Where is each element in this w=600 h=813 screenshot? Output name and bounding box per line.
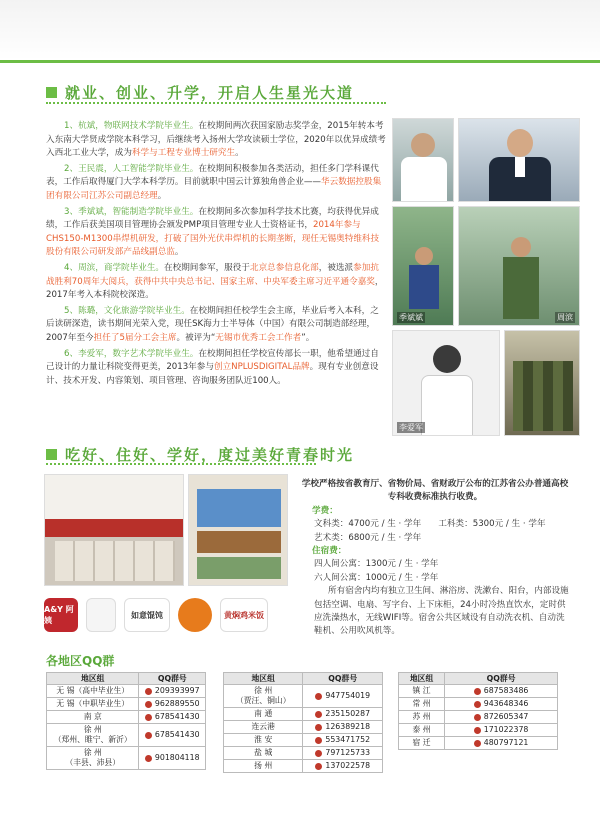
qq-table-1 xyxy=(46,672,206,770)
dorm-line: 六人间公寓：1000元 / 生 · 学年 xyxy=(314,572,439,583)
bio-text: 在校期间积极参加各类活动，担任多门学科课代表，工作后取得厦门大学本科学历。目前就职中国云计算独角兽企业—— xyxy=(46,163,379,188)
bio-text: 王民震，人工智能学院毕业生。 xyxy=(78,163,199,174)
qq-number-cell xyxy=(303,685,383,708)
qq-penguin-icon xyxy=(474,688,481,695)
divider xyxy=(46,463,316,465)
qq-row xyxy=(399,685,558,698)
qq-region: 南 京 xyxy=(47,711,139,724)
qq-number-cell xyxy=(445,737,558,750)
qq-number[interactable]: 962889550 xyxy=(154,699,200,708)
qq-region: 泰 州 xyxy=(399,724,445,737)
photo-alumni-6 xyxy=(504,330,580,436)
qq-row xyxy=(47,724,206,747)
qq-region: 徐 州 （贾汪、铜山） xyxy=(224,685,303,708)
qq-number[interactable]: 947754019 xyxy=(325,691,371,700)
qq-table-3 xyxy=(398,672,558,750)
bio-text: ”。 xyxy=(301,332,315,343)
qq-number-cell xyxy=(139,685,206,698)
canteen-logos xyxy=(44,598,268,632)
section1-title: 就业、创业、升学，开启人生星光大道 xyxy=(65,84,355,102)
qq-penguin-icon xyxy=(315,750,322,757)
logo-huangmenji: 黄焖鸡米饭 xyxy=(220,598,268,632)
bio-text: 在校期间担任学校宣传部长一职，他希望通过自己设计的力量让科院变得更美，2013年参与 xyxy=(46,348,379,373)
qq-number-cell xyxy=(303,708,383,721)
qq-col-header: QQ群号 xyxy=(303,673,383,685)
qq-number-cell xyxy=(139,698,206,711)
alumni-bios xyxy=(46,120,386,390)
bio-text: 6、 xyxy=(64,348,79,359)
qq-number[interactable]: 678541430 xyxy=(154,730,200,739)
bio-paragraph xyxy=(46,348,386,389)
bio-text: 华云数据控股集团有限公司江苏公司副总经理 xyxy=(46,177,382,201)
bio-text: 参加抗战胜利70周年大阅兵，获得中共中央总书记、国家主席、中央军委主席习近平通令嘉奖 xyxy=(46,262,379,287)
qq-penguin-icon xyxy=(315,763,322,770)
qq-penguin-icon xyxy=(145,688,152,695)
caption-alumni-4: 周滨 xyxy=(557,313,573,322)
bio-text: 李爱军，数字艺术学院毕业生。 xyxy=(78,348,199,359)
bio-text: 2、 xyxy=(64,163,79,174)
tuition-label: 学费： xyxy=(312,505,338,516)
bio-text: 5、 xyxy=(64,305,79,316)
bio-text: 。被评为“ xyxy=(176,332,216,343)
qq-penguin-icon xyxy=(474,701,481,708)
qq-penguin-icon xyxy=(145,755,152,762)
photo-alumni-4 xyxy=(458,206,580,326)
qq-penguin-icon xyxy=(145,732,152,739)
qq-row xyxy=(224,760,383,773)
bio-text: 担任了5届分工会主席 xyxy=(93,332,177,343)
bio-text: 2014年参与CHS150-M1300串焊机研发，打破了国外光伏串焊机的长期垄断，现任无锡奥特维科技股份有限公司研发部产品线副总监 xyxy=(46,220,380,258)
bio-text: 。现有专业创意设计、技术开发、内容策划、项目管理、咨询服务团队近100人。 xyxy=(46,362,379,386)
square-bullet-icon xyxy=(46,449,57,460)
bio-text: 在校期间担任校学生会主席，毕业后考入本科，之后读研深造，读书期间光荣入党，现任SK海力士半导体（中国）有限公司制造部经理，2007年至今 xyxy=(46,305,379,343)
qq-row xyxy=(47,747,206,770)
fee-info xyxy=(300,478,570,639)
qq-row xyxy=(47,685,206,698)
qq-row xyxy=(224,747,383,760)
qq-row xyxy=(224,721,383,734)
bio-text: ，被选派 xyxy=(318,262,354,273)
qq-region: 徐 州 （郑州、睢宁、新沂） xyxy=(47,724,139,747)
dorm-line: 四人间公寓：1300元 / 生 · 学年 xyxy=(314,559,439,570)
section2-header xyxy=(46,444,354,465)
bio-paragraph xyxy=(46,262,386,303)
qq-number-cell xyxy=(445,685,558,698)
bio-text: 周滨，商学院毕业生。 xyxy=(78,262,165,273)
bio-text: 。 xyxy=(174,247,184,258)
qq-number-cell xyxy=(303,734,383,747)
qq-region: 常 州 xyxy=(399,698,445,711)
qq-number-cell xyxy=(445,711,558,724)
qq-number[interactable]: 797125733 xyxy=(325,748,371,757)
logo-ruyi: 如意馄饨 xyxy=(124,598,170,632)
bio-text: 。 xyxy=(157,190,167,201)
qq-row xyxy=(399,724,558,737)
caption-alumni-3: 季斌斌 xyxy=(399,313,423,322)
qq-number-cell xyxy=(139,747,206,770)
qq-col-header: 地区组 xyxy=(224,673,303,685)
section1-header xyxy=(46,82,354,103)
qq-row xyxy=(399,737,558,750)
qq-number[interactable]: 678541430 xyxy=(154,712,200,721)
qq-penguin-icon xyxy=(145,714,152,721)
qq-penguin-icon xyxy=(315,711,322,718)
qq-penguin-icon xyxy=(145,701,152,708)
bio-text: 在校期间多次参加科学技术比赛，均获得优异成绩，工作后获美国项目管理协会颁发PMP项目管理专业人士资格证书， xyxy=(46,206,379,231)
qq-penguin-icon xyxy=(474,714,481,721)
qq-number[interactable]: 171022378 xyxy=(483,725,529,734)
section2-title: 吃好、住好、学好，度过美好青春时光 xyxy=(65,446,355,464)
tuition-line: 文科类：4700元 / 生 · 学年 工科类：5300元 / 生 · 学年 xyxy=(314,519,546,530)
photo-alumni-3 xyxy=(392,206,454,326)
bio-text: 。 xyxy=(235,148,244,159)
bio-text: 陈璐，文化旅游学院毕业生。 xyxy=(78,305,190,316)
bio-text: 在校期间两次获国家励志奖学金，2015年转本考入东南大学贤成学院本科学习，后继续考入扬州大学攻读硕士学位，2020年以优异成绩考入西北工业大学，成为 xyxy=(46,121,386,159)
caption-alumni-5: 李爱军 xyxy=(399,423,423,432)
qq-region: 南 通 xyxy=(224,708,303,721)
divider xyxy=(46,102,386,104)
qq-col-header: 地区组 xyxy=(47,673,139,685)
qq-region: 宿 迁 xyxy=(399,737,445,750)
qq-number-cell xyxy=(139,711,206,724)
qq-number[interactable]: 137022578 xyxy=(325,761,371,770)
logo-ay: A&Y 阿姨 xyxy=(44,598,78,632)
bio-text: 季斌斌，智能制造学院毕业生。 xyxy=(78,206,199,217)
qq-row xyxy=(47,698,206,711)
bio-text: ，2017年考入本科院校深造。 xyxy=(46,276,384,301)
qq-number-cell xyxy=(445,724,558,737)
qq-row xyxy=(47,711,206,724)
bio-text: 在校期间参军，服役于 xyxy=(164,262,250,273)
bio-text: 创立NPLUSDIGITAL品牌 xyxy=(213,362,310,373)
qq-number[interactable]: 126389218 xyxy=(325,722,371,731)
qq-number[interactable]: 235150287 xyxy=(325,709,371,718)
logo-2 xyxy=(86,598,116,632)
qq-row xyxy=(224,685,383,708)
qq-number[interactable]: 553471752 xyxy=(325,735,371,744)
qq-number[interactable]: 943648346 xyxy=(483,699,529,708)
qq-region: 徐 州 （丰县、沛县） xyxy=(47,747,139,770)
top-band xyxy=(0,0,600,60)
qq-number-cell xyxy=(445,698,558,711)
qq-row xyxy=(224,708,383,721)
photo-alumni-2 xyxy=(458,118,580,202)
qq-col-header: QQ群号 xyxy=(139,673,206,685)
dorm-description: 所有宿舍内均有独立卫生间、淋浴房、洗漱台、阳台，内部设施包括空调、电扇、写字台、上下床柜，24小时冷热直饮水，定时供应洗澡热水，无线WIFI等。宿舍公共区域设有自动洗衣机、自动洗鞋机、公用吹风机等。 xyxy=(314,586,569,637)
bio-text: 杭斌，物联网技术学院毕业生。 xyxy=(78,121,199,131)
bio-text: 1、 xyxy=(64,121,79,131)
top-green-bar xyxy=(0,60,600,63)
qq-number-cell xyxy=(139,724,206,747)
fee-heading: 学校严格按省教育厅、省物价局、省财政厅公布的江苏省公办普通高校专科收费标准执行收费。 xyxy=(301,479,569,503)
qq-row xyxy=(399,698,558,711)
qq-penguin-icon xyxy=(315,693,322,700)
qq-table-2 xyxy=(223,672,383,773)
photo-dormitory xyxy=(188,474,288,586)
qq-region: 盐 城 xyxy=(224,747,303,760)
bio-text: 3、 xyxy=(64,206,79,217)
photo-alumni-1 xyxy=(392,118,454,202)
qq-col-header: QQ群号 xyxy=(445,673,558,685)
bio-text: 北京总参信息化部 xyxy=(249,262,319,273)
photo-alumni-5 xyxy=(392,330,500,436)
bio-text: 科学与工程专业博士研究生 xyxy=(131,148,236,159)
logo-4 xyxy=(178,598,212,632)
qq-number-cell xyxy=(303,760,383,773)
qq-region: 扬 州 xyxy=(224,760,303,773)
qq-region: 淮 安 xyxy=(224,734,303,747)
qq-penguin-icon xyxy=(315,737,322,744)
dorm-label: 住宿费： xyxy=(312,546,347,557)
qq-row xyxy=(224,734,383,747)
qq-section-title: 各地区QQ群 xyxy=(46,654,115,668)
qq-region: 无 锡（高中毕业生） xyxy=(47,685,139,698)
qq-number-cell xyxy=(303,747,383,760)
qq-penguin-icon xyxy=(474,727,481,734)
qq-region: 连云港 xyxy=(224,721,303,734)
bio-text: 4、 xyxy=(64,262,79,273)
qq-row xyxy=(399,711,558,724)
qq-region: 镇 江 xyxy=(399,685,445,698)
tuition-line: 艺术类：6800元 / 生 · 学年 xyxy=(314,532,422,543)
qq-number[interactable]: 872605347 xyxy=(483,712,529,721)
qq-number[interactable]: 687583486 xyxy=(483,686,529,695)
bio-paragraph xyxy=(46,305,386,346)
bio-text: 无锡市优秀工会工作者 xyxy=(215,332,302,343)
qq-region: 苏 州 xyxy=(399,711,445,724)
photo-canteen xyxy=(44,474,184,586)
square-bullet-icon xyxy=(46,87,57,98)
bio-paragraph xyxy=(46,163,386,204)
qq-penguin-icon xyxy=(315,724,322,731)
qq-number[interactable]: 480797121 xyxy=(483,738,529,747)
qq-number[interactable]: 209393997 xyxy=(154,686,200,695)
qq-number-cell xyxy=(303,721,383,734)
qq-penguin-icon xyxy=(474,740,481,747)
qq-col-header: 地区组 xyxy=(399,673,445,685)
bio-paragraph xyxy=(46,120,386,161)
qq-region: 无 锡（中职毕业生） xyxy=(47,698,139,711)
bio-paragraph xyxy=(46,206,386,260)
qq-number[interactable]: 901804118 xyxy=(154,753,200,762)
